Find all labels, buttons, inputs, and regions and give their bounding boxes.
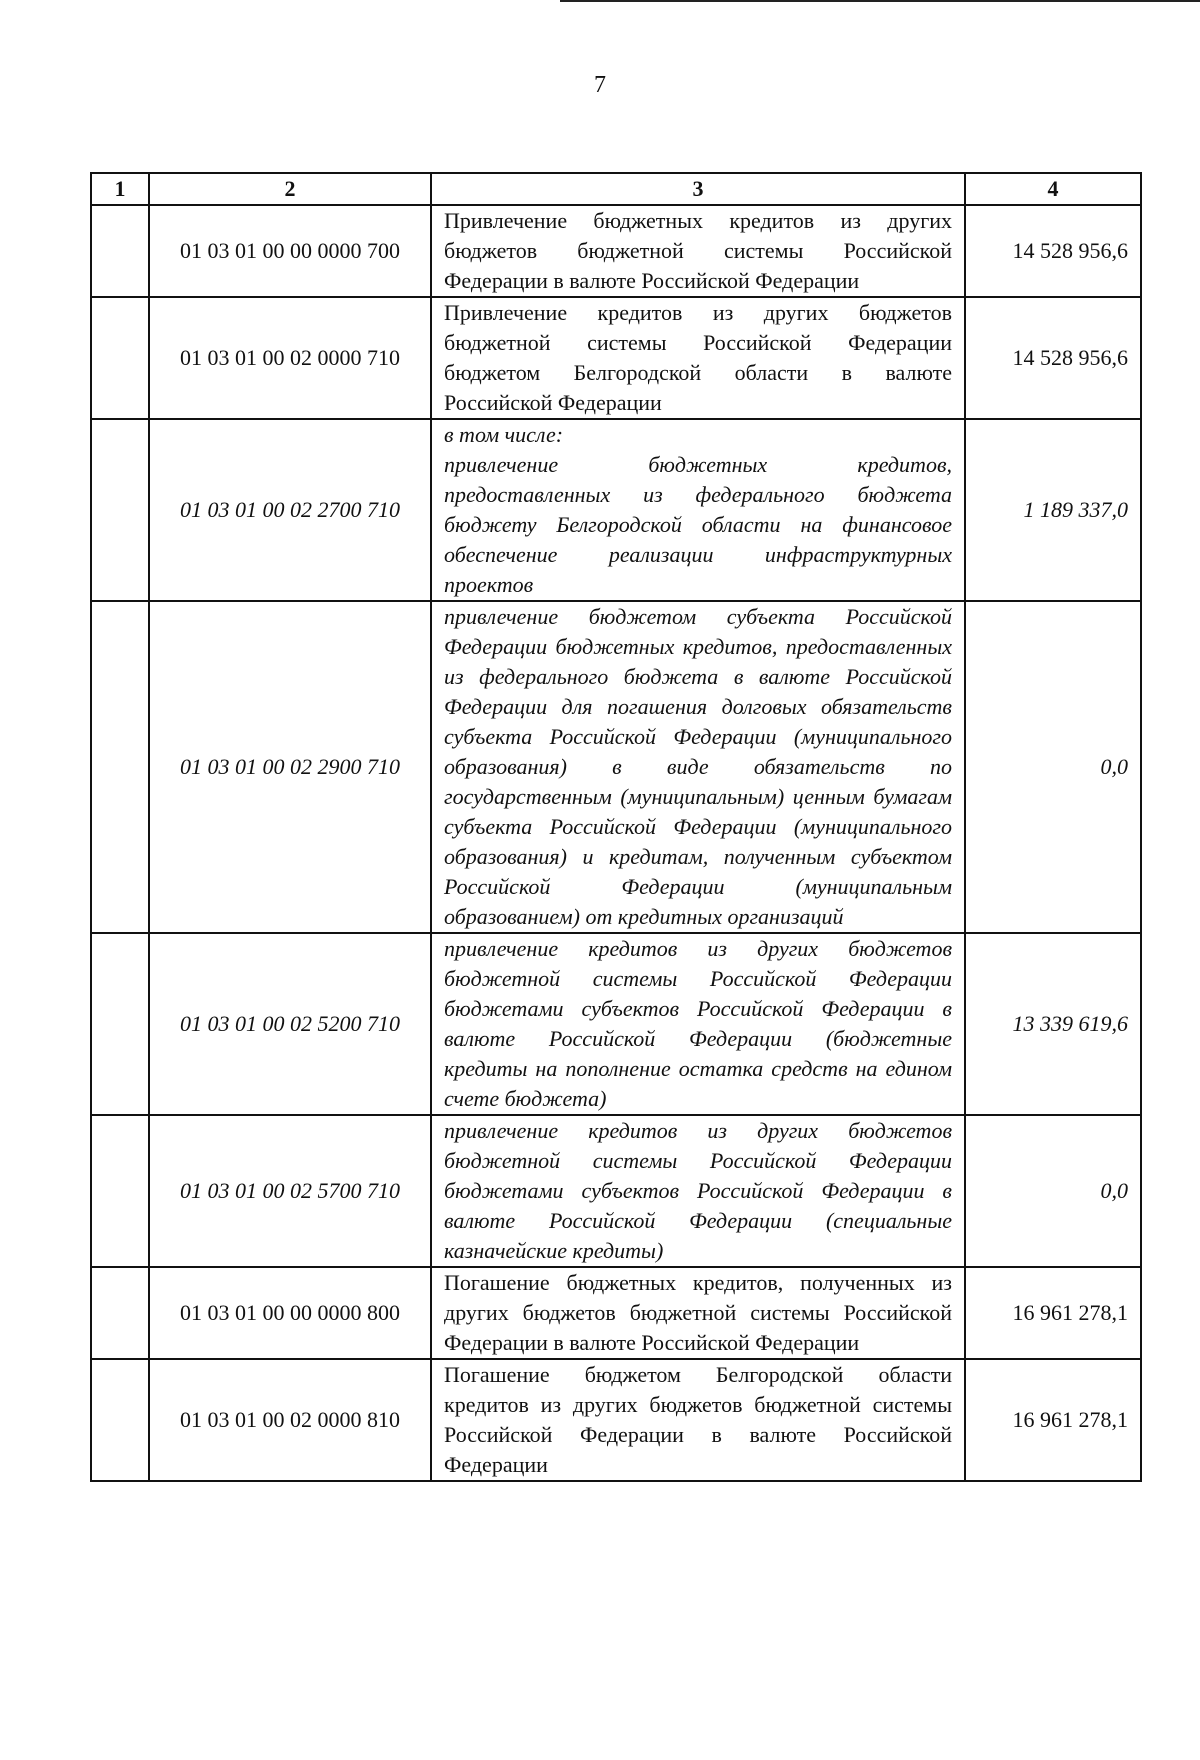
budget-code-cell: 01 03 01 00 02 5700 710 [149,1115,431,1267]
row-number-cell [91,601,149,933]
row-number-cell [91,1267,149,1359]
row-number-cell [91,1115,149,1267]
table-row [91,1267,1141,1359]
description-cell: привлечение кредитов из других бюджетов бюджетной системы Российской Федерации бюджетами субъектов Российской Федерации в валюте Российской Федерации (бюджетные кредиты на пополнение остатка средств на едином счете бюджета) [431,933,965,1115]
amount-cell: 0,0 [965,601,1141,933]
description-cell: Привлечение кредитов из других бюджетов бюджетной системы Российской Федерации бюджетом Белгородской области в валюте Российской Федерации [431,297,965,419]
column-header-2: 2 [149,173,431,205]
description-cell [431,419,965,601]
description-cell: Погашение бюджетных кредитов, полученных из других бюджетов бюджетной системы Российской Федерации в валюте Российской Федерации [431,1267,965,1359]
description-text: привлечение бюджетных кредитов, предоставленных из федерального бюджета бюджету Белгородской области на финансовое обеспечение реализации инфраструктурных проектов [444,452,952,597]
budget-code-cell: 01 03 01 00 00 0000 700 [149,205,431,297]
amount-cell: 14 528 956,6 [965,205,1141,297]
budget-sources-table [90,172,1142,1482]
budget-code-cell: 01 03 01 00 00 0000 800 [149,1267,431,1359]
description-cell: привлечение кредитов из других бюджетов бюджетной системы Российской Федерации бюджетами субъектов Российской Федерации в валюте Российской Федерации (специальные казначейские кредиты) [431,1115,965,1267]
budget-code-cell: 01 03 01 00 02 2700 710 [149,419,431,601]
row-number-cell [91,205,149,297]
description-intro: в том числе: [444,422,564,447]
table-row [91,601,1141,933]
top-rule [560,0,1200,2]
amount-cell: 13 339 619,6 [965,933,1141,1115]
column-header-3: 3 [431,173,965,205]
column-header-1: 1 [91,173,149,205]
budget-code-cell: 01 03 01 00 02 2900 710 [149,601,431,933]
table-row [91,297,1141,419]
amount-cell: 16 961 278,1 [965,1359,1141,1481]
row-number-cell [91,933,149,1115]
row-number-cell [91,1359,149,1481]
amount-cell: 0,0 [965,1115,1141,1267]
amount-cell: 14 528 956,6 [965,297,1141,419]
budget-code-cell: 01 03 01 00 02 0000 810 [149,1359,431,1481]
budget-code-cell: 01 03 01 00 02 0000 710 [149,297,431,419]
table-row [91,419,1141,601]
description-cell: привлечение бюджетом субъекта Российской Федерации бюджетных кредитов, предоставленных из федерального бюджета в валюте Российской Федерации для погашения долговых обязательств субъекта Российской Федерации (муниципального образования) в виде обязательств по государственным (муниципальным) ценным бумагам субъекта Российской Федерации (муниципального образования) и кредитам, полученным субъектом Российской Федерации (муниципальным образованием) от кредитных организаций [431,601,965,933]
row-number-cell [91,419,149,601]
column-header-4: 4 [965,173,1141,205]
table-header-row [91,173,1141,205]
page-number: 7 [594,72,606,98]
table-row [91,1115,1141,1267]
description-cell: Погашение бюджетом Белгородской области кредитов из других бюджетов бюджетной системы Российской Федерации в валюте Российской Федерации [431,1359,965,1481]
row-number-cell [91,297,149,419]
amount-cell: 1 189 337,0 [965,419,1141,601]
amount-cell: 16 961 278,1 [965,1267,1141,1359]
table-row [91,205,1141,297]
table-row [91,1359,1141,1481]
description-cell: Привлечение бюджетных кредитов из других бюджетов бюджетной системы Российской Федерации в валюте Российской Федерации [431,205,965,297]
table-row [91,933,1141,1115]
budget-code-cell: 01 03 01 00 02 5200 710 [149,933,431,1115]
